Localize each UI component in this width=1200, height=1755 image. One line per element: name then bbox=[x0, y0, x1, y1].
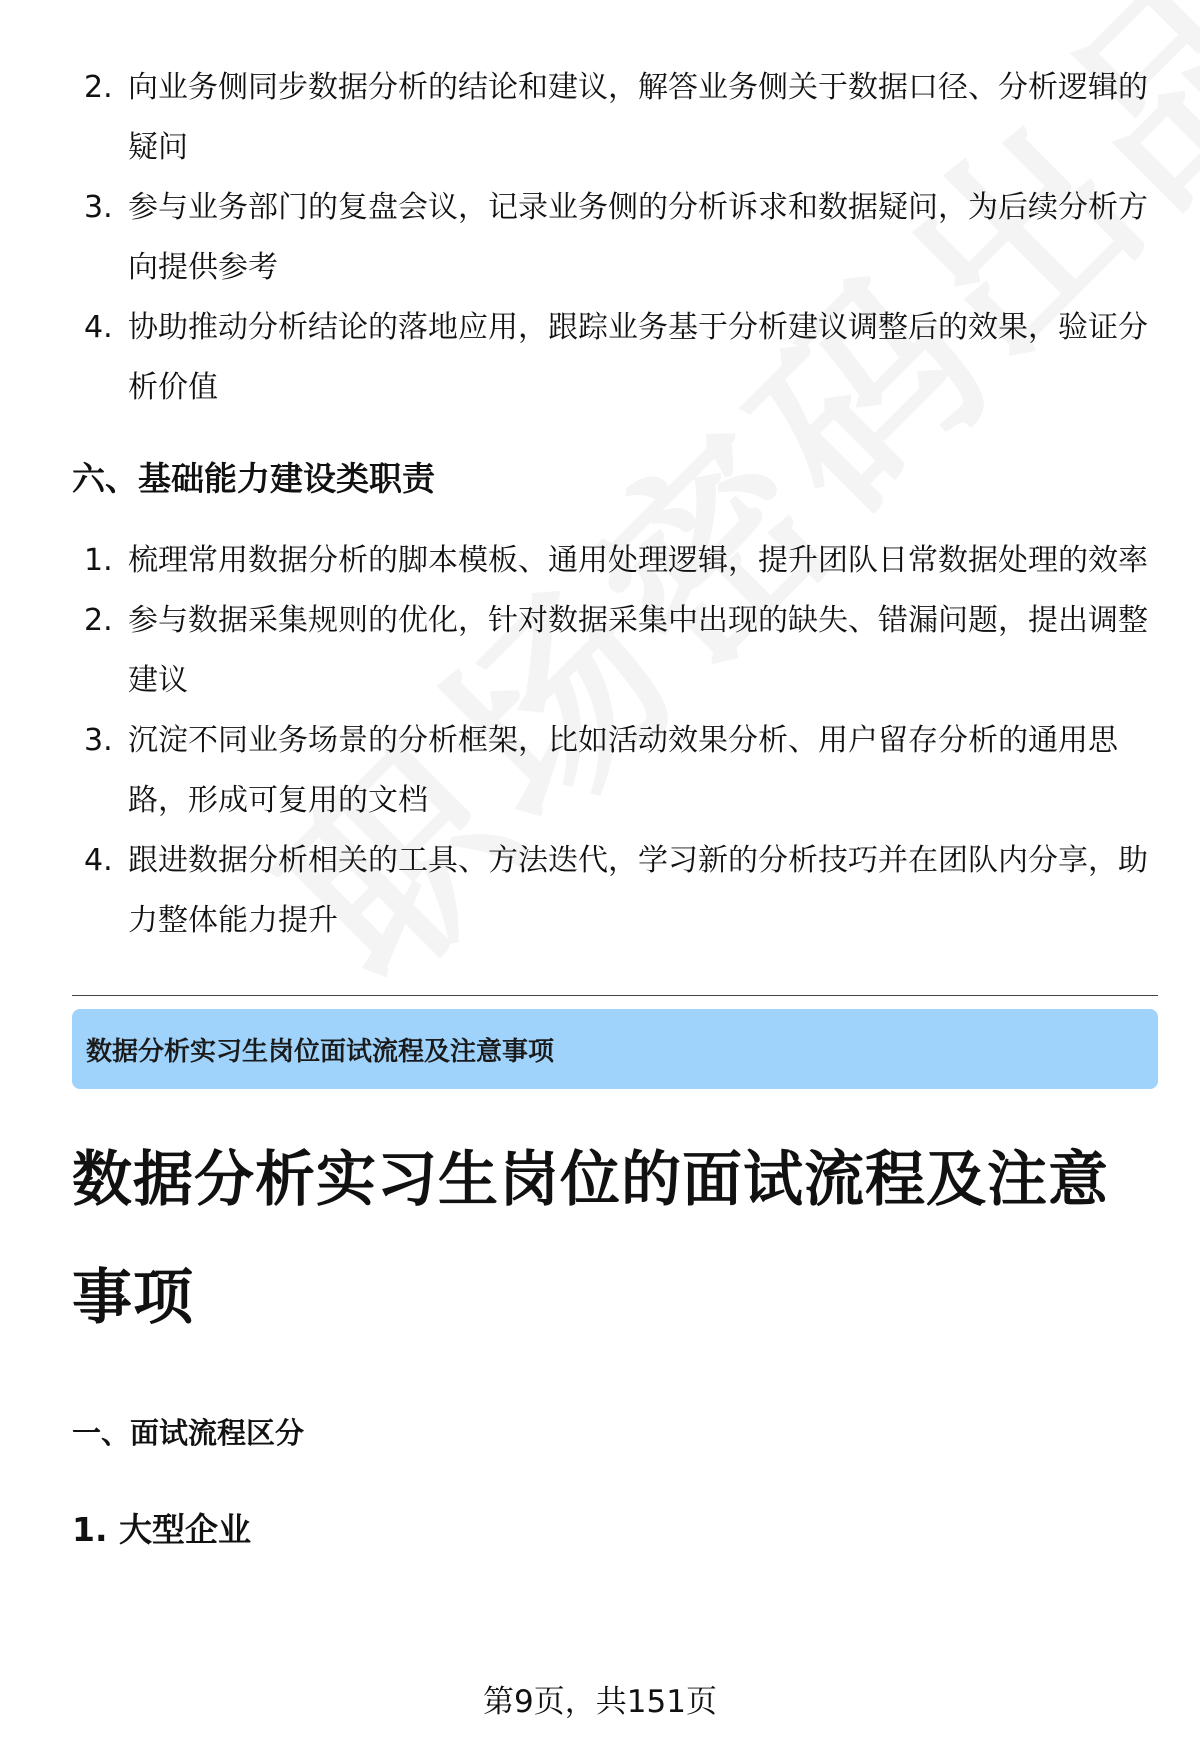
list-item bbox=[72, 591, 1158, 711]
list-item-text: 梳理常用数据分析的脚本模板、通用处理逻辑，提升团队日常数据处理的效率 bbox=[128, 543, 1148, 578]
list-item-number: 4. bbox=[84, 843, 113, 878]
list-item bbox=[72, 58, 1158, 178]
list-item-number: 2. bbox=[84, 70, 113, 105]
list-item bbox=[72, 531, 1158, 591]
list-item-text: 跟进数据分析相关的工具、方法迭代，学习新的分析技巧并在团队内分享，助力整体能力提升 bbox=[128, 843, 1148, 938]
list-item bbox=[72, 178, 1158, 298]
list-item-text: 参与数据采集规则的优化，针对数据采集中出现的缺失、错漏问题，提出调整建议 bbox=[128, 603, 1148, 698]
list-item bbox=[72, 711, 1158, 831]
list-item-number: 2. bbox=[84, 603, 113, 638]
list-item-text: 协助推动分析结论的落地应用，跟踪业务基于分析建议调整后的效果，验证分析价值 bbox=[128, 310, 1148, 405]
page-footer: 第9页，共151页 bbox=[483, 1684, 717, 1720]
responsibility-list-continued bbox=[72, 58, 1158, 418]
list-item bbox=[72, 831, 1158, 951]
section-callout-banner: 数据分析实习生岗位面试流程及注意事项 bbox=[72, 1009, 1158, 1089]
subsection-heading: 一、面试流程区分 bbox=[72, 1416, 305, 1450]
list-item-text: 参与业务部门的复盘会议，记录业务侧的分析诉求和数据疑问，为后续分析方向提供参考 bbox=[128, 190, 1148, 285]
list-item-text: 向业务侧同步数据分析的结论和建议，解答业务侧关于数据口径、分析逻辑的疑问 bbox=[128, 70, 1148, 165]
list-item bbox=[72, 298, 1158, 418]
list-item-number: 1. bbox=[84, 543, 113, 578]
list-item-number: 4. bbox=[84, 310, 113, 345]
page-content bbox=[72, 58, 1158, 1553]
divider bbox=[72, 995, 1158, 996]
subsection-subheading: 1. 大型企业 bbox=[72, 1510, 251, 1549]
foundation-duties-list bbox=[72, 531, 1158, 951]
list-item-text: 沉淀不同业务场景的分析框架，比如活动效果分析、用户留存分析的通用思路，形成可复用的文档 bbox=[128, 723, 1118, 818]
list-item-number: 3. bbox=[84, 190, 113, 225]
section-heading: 六、基础能力建设类职责 bbox=[72, 459, 435, 498]
list-item-number: 3. bbox=[84, 723, 113, 758]
page-title: 数据分析实习生岗位的面试流程及注意事项 bbox=[72, 1145, 1109, 1333]
